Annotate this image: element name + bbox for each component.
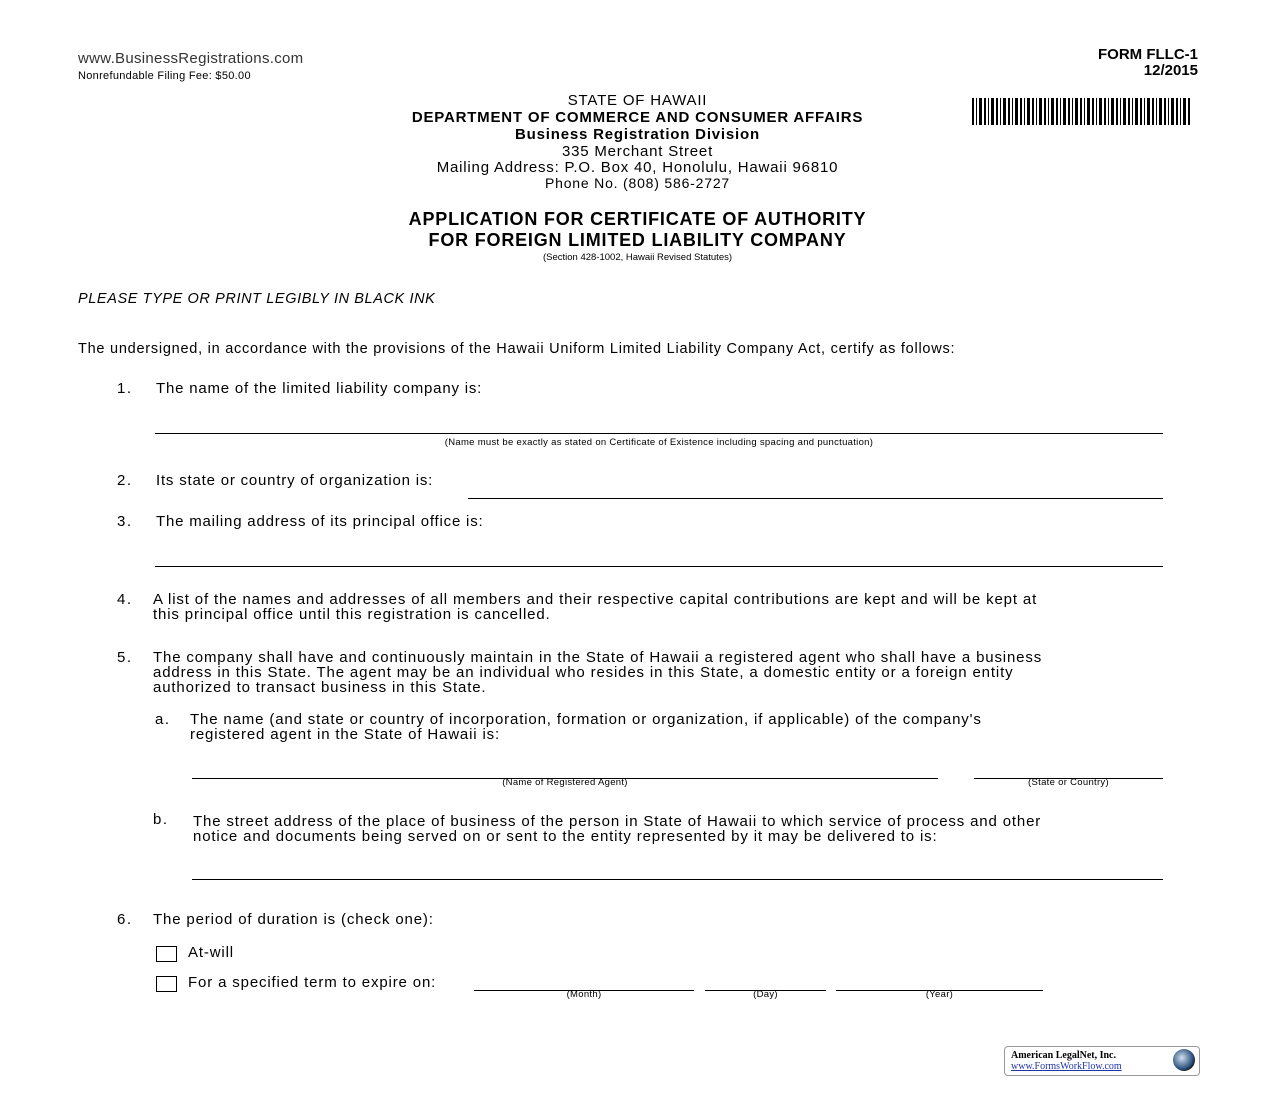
street-address: 335 Merchant Street (561, 143, 714, 160)
legalnet-logo[interactable] (1004, 1046, 1200, 1076)
month-label: (Month) (566, 989, 602, 1000)
item5a-line1: The name (and state or country of incorporation, formation or organization, if applicable) of the company's (190, 711, 982, 728)
intro-text: The undersigned, in accordance with the provisions of the Hawaii Uniform Limited Liability Company Act, certify as follows: (78, 341, 956, 357)
registered-agent-label: (Name of Registered Agent) (502, 777, 628, 788)
mailing-address: Mailing Address: P.O. Box 40, Honolulu, Hawaii 96810 (436, 159, 839, 176)
item5b-line1: The street address of the place of business of the person in State of Hawaii to which service of process and other (193, 813, 1042, 830)
item4-line1: A list of the names and addresses of all members and their respective capital contributions are kept and will be kept at (153, 591, 1038, 608)
item-number: 5. (117, 649, 133, 666)
statute-reference: (Section 428-1002, Hawaii Revised Statutes) (542, 252, 733, 263)
item-number: 6. (117, 911, 133, 928)
state-title: STATE OF HAWAII (567, 92, 708, 109)
item6-label: The period of duration is (check one): (153, 911, 434, 928)
item-number: 3. (117, 513, 133, 530)
website-text: www.BusinessRegistrations.com (78, 50, 304, 67)
item-number: 2. (117, 472, 133, 489)
item5b-line2: notice and documents being served on or sent to the entity represented by it may be delivered to is: (193, 828, 938, 845)
form-title-line1: APPLICATION FOR CERTIFICATE OF AUTHORITY (408, 209, 867, 229)
service-address-field[interactable] (192, 879, 1163, 880)
item1-label: The name of the limited liability company is: (156, 380, 483, 397)
year-label: (Year) (925, 989, 954, 1000)
instruction: PLEASE TYPE OR PRINT LEGIBLY IN BLACK INK (78, 291, 436, 307)
subitem-letter: b. (153, 811, 169, 828)
item5a-line2: registered agent in the State of Hawaii is: (190, 726, 501, 743)
division-title: Business Registration Division (515, 126, 760, 143)
item2-label: Its state or country of organization is: (156, 472, 434, 489)
form-title-line2: FOR FOREIGN LIMITED LIABILITY COMPANY (428, 230, 847, 250)
principal-office-address-field[interactable] (155, 566, 1163, 567)
legalnet-company: American LegalNet, Inc. (1011, 1050, 1116, 1061)
item-number: 4. (117, 591, 133, 608)
state-of-organization-field[interactable] (468, 498, 1163, 499)
at-will-checkbox[interactable] (156, 946, 177, 962)
specified-term-label: For a specified term to expire on: (188, 974, 437, 991)
item5-line3: authorized to transact business in this State. (153, 679, 487, 696)
form-date: 12/2015 (1143, 62, 1198, 79)
specified-term-checkbox[interactable] (156, 976, 177, 992)
legalnet-url[interactable]: www.FormsWorkFlow.com (1011, 1061, 1122, 1072)
item5-line1: The company shall have and continuously maintain in the State of Hawaii a registered agent who shall have a business (153, 649, 1043, 666)
form-id: FORM FLLC-1 (1098, 46, 1198, 63)
company-name-field[interactable] (155, 433, 1163, 434)
day-label: (Day) (753, 989, 778, 1000)
filing-fee: Nonrefundable Filing Fee: $50.00 (78, 70, 251, 82)
globe-icon (1173, 1049, 1195, 1071)
item4-line2: this principal office until this registration is cancelled. (153, 606, 551, 623)
company-name-note: (Name must be exactly as stated on Certificate of Existence including spacing and punctuation) (444, 437, 874, 448)
item5-line2: address in this State. The agent may be an individual who resides in this State, a domestic entity or a foreign entity (153, 664, 1014, 681)
at-will-label: At-will (188, 944, 234, 961)
subitem-letter: a. (155, 711, 171, 728)
item-number: 1. (117, 380, 133, 397)
item3-label: The mailing address of its principal office is: (156, 513, 484, 530)
agent-state-label: (State or Country) (1028, 777, 1109, 788)
department-title: DEPARTMENT OF COMMERCE AND CONSUMER AFFAIRS (411, 109, 864, 126)
phone-number: Phone No. (808) 586-2727 (545, 175, 730, 191)
